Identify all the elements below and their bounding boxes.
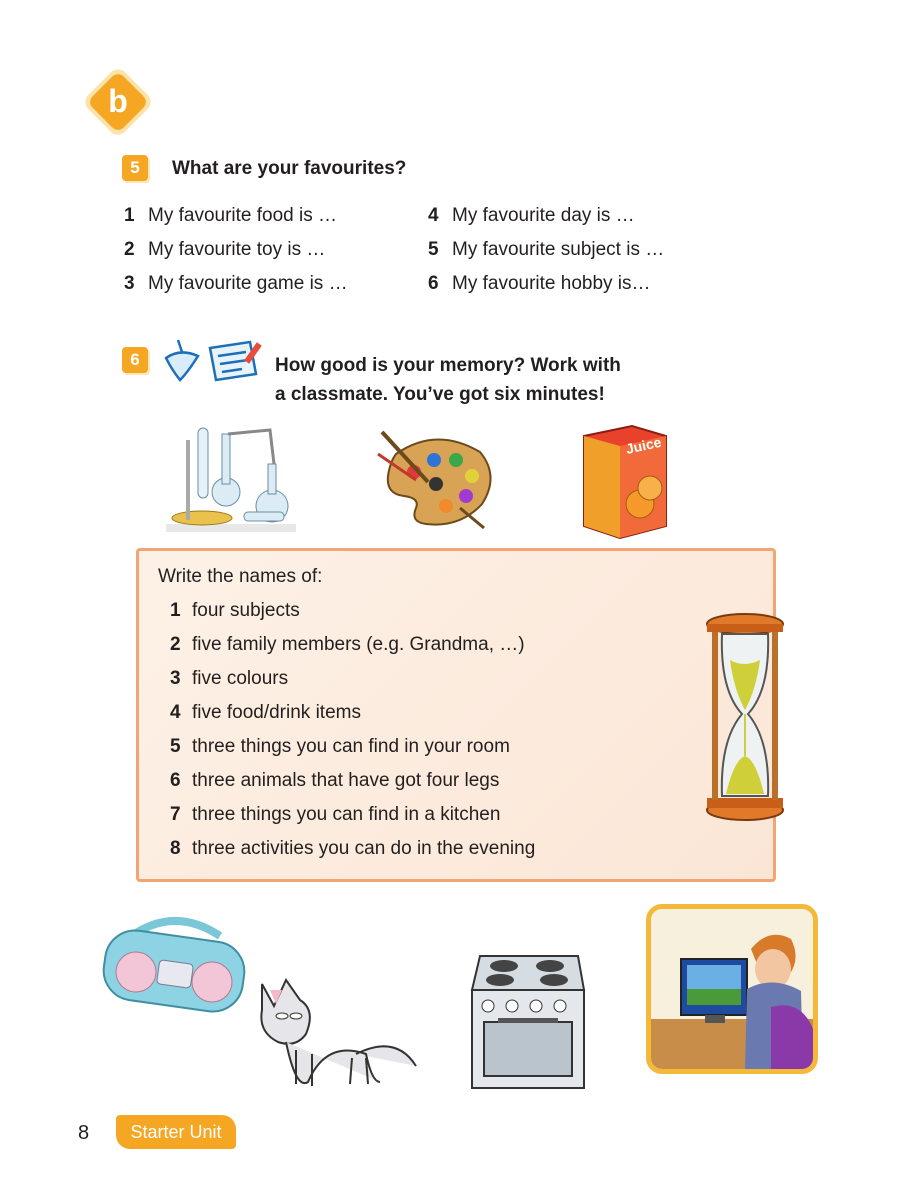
list-item: 5 three things you can find in your room — [170, 736, 510, 757]
list-item: 1 four subjects — [170, 600, 300, 621]
paint-palette-illustration — [376, 424, 500, 534]
cat-illustration — [256, 970, 422, 1094]
memory-task-list — [170, 594, 535, 866]
section-letter: b — [108, 83, 128, 119]
list-item: 1 My favourite food is … — [124, 205, 338, 226]
juice-label: Juice — [624, 433, 663, 457]
juice-carton-illustration — [580, 422, 670, 540]
list-item: 8 three activities you can do in the evening — [170, 838, 536, 859]
exercise-6-title-line-2: a classmate. You’ve got six minutes! — [275, 384, 605, 405]
favourites-left-column — [124, 199, 348, 301]
exercise-5-number: 5 — [122, 155, 148, 181]
favourites-right-column — [428, 199, 664, 301]
list-item: 3 My favourite game is … — [124, 273, 348, 294]
list-item: 4 five food/drink items — [170, 702, 361, 723]
list-item: 5 My favourite subject is … — [428, 239, 665, 260]
section-badge — [78, 62, 158, 142]
list-item: 3 five colours — [170, 668, 289, 689]
page-number: 8 — [78, 1122, 90, 1144]
memory-task-intro: Write the names of: — [158, 566, 323, 587]
hourglass-illustration — [704, 610, 786, 824]
list-item: 7 three things you can find in a kitchen — [170, 804, 501, 825]
cooker-illustration — [466, 950, 590, 1090]
computer-illustration — [651, 909, 813, 1069]
list-item: 4 My favourite day is … — [428, 205, 635, 226]
list-item: 2 five family members (e.g. Grandma, …) — [170, 634, 525, 655]
list-item: 6 three animals that have got four legs — [170, 770, 500, 791]
exercise-6-number: 6 — [122, 347, 148, 373]
exercise-6-title — [275, 351, 621, 409]
cassette-player-illustration — [96, 906, 250, 1016]
list-item: 2 My favourite toy is … — [124, 239, 326, 260]
exercise-6-title-line-1: How good is your memory? Work with — [275, 355, 621, 376]
list-item: 6 My favourite hobby is… — [428, 273, 651, 294]
unit-tag: Starter Unit — [116, 1115, 236, 1149]
lab-equipment-illustration — [166, 420, 296, 534]
boy-at-computer-picture — [646, 904, 818, 1074]
pair-work-icon — [158, 336, 268, 386]
exercise-5-title: What are your favourites? — [172, 158, 407, 179]
